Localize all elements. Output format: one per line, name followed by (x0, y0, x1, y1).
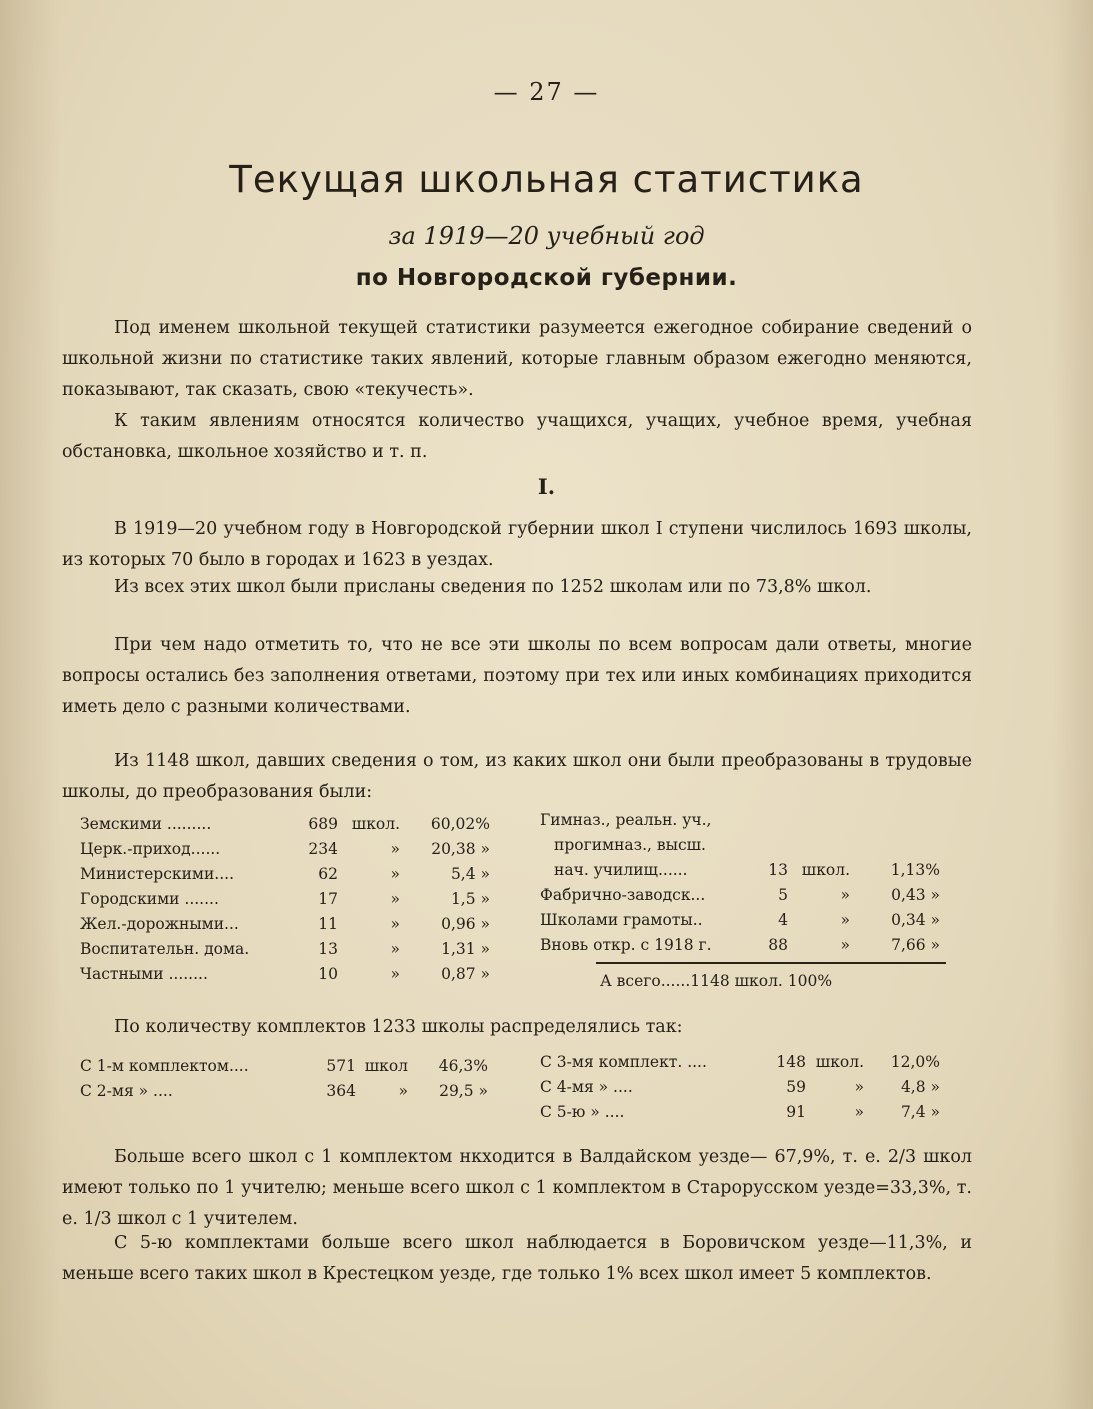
table-row: С 2-мя » .... 364 » 29,5 » (80, 1082, 488, 1100)
intro-paragraph: К таким явлениям относятся количество учащихся, учащих, учебное время, учебная обстановка, школьное хозяйство и т. п. (62, 411, 972, 462)
closing-paragraph: С 5-ю комплектами больше всего школ наблюдается в Боровичском уезде—11,3%, и меньше всего таких школ в Крестецком уезде, где только 1% всех школ имеет 5 комплектов. (62, 1233, 972, 1284)
table-row: Школами грамоты.. 4 » 0,34 » (540, 911, 940, 929)
page-number: — 27 — (493, 78, 600, 106)
table-row: Частными ........ 10 » 0,87 » (80, 965, 490, 983)
table-row: С 1-м комплектом.... 571 школ 46,3% (80, 1057, 488, 1075)
page-title: Текущая школьная статистика (229, 158, 864, 201)
total-divider (596, 962, 946, 964)
origin-table-right (540, 808, 940, 958)
section-heading: I. (537, 474, 556, 499)
paper-stain (0, 0, 60, 1409)
body-paragraph: При чем надо отметить то, что не все эти школы по всем вопросам дали ответы, многие вопросы остались без заполнения ответами, поэтому при тех или иных комбинациях приходится иметь дело с разными количествами. (62, 635, 972, 717)
table-row: Церк.-приход...... 234 » 20,38 » (80, 840, 490, 858)
body-paragraph: В 1919—20 учебном году в Новгородской губернии школ I ступени числилось 1693 школы, из которых 70 было в городах и 1623 в уездах. (62, 519, 972, 570)
table-row: Воспитательн. дома. 13 » 1,31 » (80, 940, 490, 958)
closing-paragraph: Больше всего школ с 1 комплектом нкходится в Валдайском уезде— 67,9%, т. е. 2/3 школ имеют только по 1 учителю; меньше всего школ с 1 комплектом в Старорусском уезде=33,3%, т. е. 1/3 школ с 1 учителем. (62, 1147, 972, 1229)
table-row: Земскими ......... 689 школ. 60,02% (80, 815, 490, 833)
table-row: С 4-мя » .... 59 » 4,8 » (540, 1078, 940, 1096)
kits-table-left (80, 1054, 488, 1104)
body-paragraph: Из всех этих школ были присланы сведения по 1252 школам или по 73,8% школ. (114, 577, 872, 597)
table-row: Жел.-дорожными... 11 » 0,96 » (80, 915, 490, 933)
table-row: Вновь откр. с 1918 г. 88 » 7,66 » (540, 936, 940, 954)
region-heading: по Новгородской губернии. (355, 265, 738, 291)
origin-table-left (80, 812, 490, 987)
table-row: Министерскими.... 62 » 5,4 » (80, 865, 490, 883)
kits-intro: По количеству комплектов 1233 школы распределялись так: (114, 1017, 683, 1037)
table-row: Городскими ....... 17 » 1,5 » (80, 890, 490, 908)
table-row: Фабрично-заводск... 5 » 0,43 » (540, 886, 940, 904)
body-paragraph: Из 1148 школ, давших сведения о том, из каких школ они были преобразованы в трудовые школы, до преобразования были: (62, 751, 972, 802)
kits-table-right (540, 1050, 940, 1125)
table-row: прогимназ., высш. (554, 836, 706, 854)
intro-paragraph: Под именем школьной текущей статистики разумеется ежегодное собирание сведений о школьной жизни по статистике таких явлений, которые главным образом ежегодно меняются, показывают, так сказать, свою «текучесть». (62, 318, 972, 400)
table-row: Гимназ., реальн. уч., (540, 811, 712, 829)
subtitle: за 1919—20 учебный год (388, 222, 705, 250)
origin-total: А всего......1148 школ. 100% (600, 972, 833, 990)
table-row: нач. училищ...... 13 школ. 1,13% (554, 861, 940, 879)
table-row: С 3-мя комплект. .... 148 школ. 12,0% (540, 1053, 940, 1071)
paper-stain (1053, 0, 1093, 1409)
table-row: С 5-ю » .... 91 » 7,4 » (540, 1103, 940, 1121)
